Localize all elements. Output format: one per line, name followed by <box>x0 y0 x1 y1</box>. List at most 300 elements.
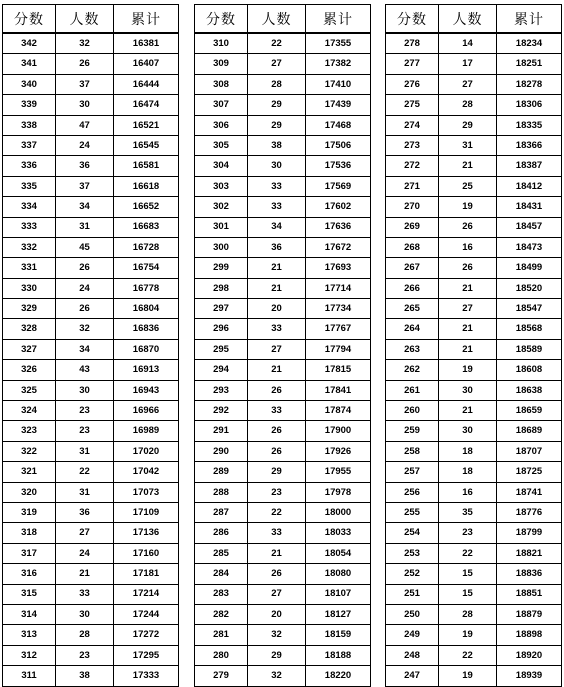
table-row <box>386 299 562 319</box>
table-row <box>386 54 562 74</box>
count-cell: 23 <box>56 645 114 665</box>
cumulative-cell: 17295 <box>114 645 179 665</box>
score-cell: 285 <box>195 543 248 563</box>
score-cell: 286 <box>195 523 248 543</box>
table-row <box>386 135 562 155</box>
count-cell: 15 <box>439 564 497 584</box>
count-cell: 33 <box>248 176 306 196</box>
count-cell: 24 <box>56 543 114 563</box>
count-cell: 31 <box>56 217 114 237</box>
table-row <box>195 380 371 400</box>
score-cell: 326 <box>3 360 56 380</box>
table-row <box>386 564 562 584</box>
table-row <box>3 319 179 339</box>
score-cell: 273 <box>386 135 439 155</box>
table-row <box>195 441 371 461</box>
table-row <box>386 74 562 94</box>
cumulative-cell: 18547 <box>497 299 562 319</box>
table-row <box>3 625 179 645</box>
count-cell: 27 <box>248 54 306 74</box>
count-cell: 30 <box>439 380 497 400</box>
table-row <box>3 441 179 461</box>
table-row <box>3 299 179 319</box>
count-cell: 27 <box>439 299 497 319</box>
cumulative-cell: 16521 <box>114 115 179 135</box>
count-cell: 17 <box>439 54 497 74</box>
score-cell: 291 <box>195 421 248 441</box>
table-row <box>3 278 179 298</box>
table-row <box>195 360 371 380</box>
cumulative-cell: 17815 <box>306 360 371 380</box>
table-row <box>3 176 179 196</box>
score-cell: 294 <box>195 360 248 380</box>
count-cell: 27 <box>439 74 497 94</box>
table-row <box>3 543 179 563</box>
table-row <box>3 237 179 257</box>
count-cell: 26 <box>248 564 306 584</box>
score-cell: 320 <box>3 482 56 502</box>
table-row <box>195 95 371 115</box>
count-cell: 47 <box>56 115 114 135</box>
table-row <box>195 339 371 359</box>
cumulative-cell: 18412 <box>497 176 562 196</box>
table-row <box>3 421 179 441</box>
score-cell: 328 <box>3 319 56 339</box>
table-row <box>195 156 371 176</box>
score-cell: 254 <box>386 523 439 543</box>
score-cell: 269 <box>386 217 439 237</box>
score-cell: 310 <box>195 33 248 54</box>
count-cell: 30 <box>56 604 114 624</box>
table-row <box>3 482 179 502</box>
header-row <box>386 5 562 34</box>
table-row <box>3 462 179 482</box>
score-cell: 264 <box>386 319 439 339</box>
count-cell: 31 <box>56 482 114 502</box>
score-cell: 277 <box>386 54 439 74</box>
table-row <box>386 604 562 624</box>
cumulative-cell: 17636 <box>306 217 371 237</box>
cumulative-cell: 17693 <box>306 258 371 278</box>
score-cell: 330 <box>3 278 56 298</box>
cumulative-cell: 18473 <box>497 237 562 257</box>
score-cell: 275 <box>386 95 439 115</box>
count-cell: 21 <box>439 339 497 359</box>
cumulative-cell: 16381 <box>114 33 179 54</box>
table-row <box>3 604 179 624</box>
score-cell: 252 <box>386 564 439 584</box>
score-header: 分数 <box>3 5 56 34</box>
cumulative-cell: 18879 <box>497 604 562 624</box>
score-cell: 262 <box>386 360 439 380</box>
cumulative-cell: 18939 <box>497 666 562 686</box>
table-row <box>195 421 371 441</box>
table-row <box>3 197 179 217</box>
cumulative-cell: 18741 <box>497 482 562 502</box>
count-cell: 30 <box>248 156 306 176</box>
score-cell: 250 <box>386 604 439 624</box>
cumulative-cell: 17900 <box>306 421 371 441</box>
score-cell: 327 <box>3 339 56 359</box>
score-cell: 306 <box>195 115 248 135</box>
score-cell: 298 <box>195 278 248 298</box>
cumulative-cell: 18033 <box>306 523 371 543</box>
cumulative-cell: 17333 <box>114 666 179 686</box>
count-cell: 21 <box>248 543 306 563</box>
table-row <box>195 54 371 74</box>
cumulative-cell: 18499 <box>497 258 562 278</box>
count-cell: 19 <box>439 197 497 217</box>
score-cell: 268 <box>386 237 439 257</box>
cumulative-cell: 17569 <box>306 176 371 196</box>
count-cell: 26 <box>248 421 306 441</box>
score-cell: 284 <box>195 564 248 584</box>
cumulative-cell: 17841 <box>306 380 371 400</box>
count-cell: 16 <box>439 237 497 257</box>
score-cell: 329 <box>3 299 56 319</box>
count-cell: 29 <box>248 115 306 135</box>
count-cell: 14 <box>439 33 497 54</box>
score-cell: 333 <box>3 217 56 237</box>
count-cell: 26 <box>56 299 114 319</box>
score-cell: 335 <box>3 176 56 196</box>
cumulative-cell: 17672 <box>306 237 371 257</box>
count-cell: 29 <box>248 95 306 115</box>
count-cell: 33 <box>248 197 306 217</box>
cumulative-cell: 17926 <box>306 441 371 461</box>
cumulative-cell: 17382 <box>306 54 371 74</box>
cumulative-cell: 17955 <box>306 462 371 482</box>
table-row <box>386 421 562 441</box>
cumulative-cell: 17794 <box>306 339 371 359</box>
score-cell: 340 <box>3 74 56 94</box>
score-cell: 248 <box>386 645 439 665</box>
cumulative-cell: 18520 <box>497 278 562 298</box>
score-cell: 337 <box>3 135 56 155</box>
table-row <box>3 258 179 278</box>
score-cell: 258 <box>386 441 439 461</box>
count-cell: 22 <box>439 543 497 563</box>
count-cell: 31 <box>439 135 497 155</box>
table-row <box>3 115 179 135</box>
table-row <box>3 645 179 665</box>
table-row <box>3 584 179 604</box>
score-cell: 301 <box>195 217 248 237</box>
count-cell: 21 <box>439 401 497 421</box>
score-cell: 309 <box>195 54 248 74</box>
count-cell: 32 <box>56 319 114 339</box>
cumulative-cell: 16407 <box>114 54 179 74</box>
count-cell: 26 <box>439 258 497 278</box>
table-row <box>386 666 562 686</box>
table-row <box>386 360 562 380</box>
table-row <box>195 502 371 522</box>
count-cell: 33 <box>248 401 306 421</box>
count-cell: 34 <box>56 197 114 217</box>
cumulative-cell: 16943 <box>114 380 179 400</box>
score-cell: 336 <box>3 156 56 176</box>
cumulative-cell: 16778 <box>114 278 179 298</box>
count-cell: 22 <box>56 462 114 482</box>
table-row <box>3 564 179 584</box>
score-cell: 259 <box>386 421 439 441</box>
cumulative-cell: 18278 <box>497 74 562 94</box>
cumulative-cell: 16836 <box>114 319 179 339</box>
table-row <box>195 564 371 584</box>
count-cell: 24 <box>56 135 114 155</box>
cumulative-cell: 18776 <box>497 502 562 522</box>
score-cell: 297 <box>195 299 248 319</box>
score-cell: 317 <box>3 543 56 563</box>
table-row <box>386 523 562 543</box>
count-cell: 29 <box>439 115 497 135</box>
table-row <box>3 217 179 237</box>
table-row <box>3 360 179 380</box>
score-cell: 323 <box>3 421 56 441</box>
cumulative-cell: 16870 <box>114 339 179 359</box>
score-cell: 267 <box>386 258 439 278</box>
cumulative-cell: 17602 <box>306 197 371 217</box>
cumulative-cell: 18659 <box>497 401 562 421</box>
table-row <box>386 584 562 604</box>
count-cell: 26 <box>56 258 114 278</box>
count-cell: 38 <box>56 666 114 686</box>
count-cell: 20 <box>248 299 306 319</box>
cumulative-cell: 16618 <box>114 176 179 196</box>
cumulative-cell: 18234 <box>497 33 562 54</box>
score-cell: 260 <box>386 401 439 421</box>
cumulative-cell: 17272 <box>114 625 179 645</box>
score-cell: 247 <box>386 666 439 686</box>
table-row <box>3 339 179 359</box>
cumulative-cell: 17978 <box>306 482 371 502</box>
count-cell: 28 <box>439 604 497 624</box>
cumulative-cell: 18080 <box>306 564 371 584</box>
table-row <box>195 645 371 665</box>
cumulative-cell: 18725 <box>497 462 562 482</box>
table-row <box>195 197 371 217</box>
cumulative-cell: 18366 <box>497 135 562 155</box>
table-row <box>3 95 179 115</box>
score-cell: 324 <box>3 401 56 421</box>
cumulative-cell: 18188 <box>306 645 371 665</box>
cumulative-cell: 17506 <box>306 135 371 155</box>
table-row <box>386 543 562 563</box>
score-cell: 325 <box>3 380 56 400</box>
count-cell: 23 <box>439 523 497 543</box>
cumulative-cell: 18220 <box>306 666 371 686</box>
cumulative-cell: 16989 <box>114 421 179 441</box>
table-row <box>386 95 562 115</box>
count-cell: 26 <box>439 217 497 237</box>
table-row <box>3 502 179 522</box>
score-cell: 255 <box>386 502 439 522</box>
table-row <box>195 278 371 298</box>
score-cell: 332 <box>3 237 56 257</box>
cumulative-cell: 18000 <box>306 502 371 522</box>
cumulative-cell: 17160 <box>114 543 179 563</box>
count-cell: 25 <box>439 176 497 196</box>
cumulative-cell: 18821 <box>497 543 562 563</box>
score-cell: 261 <box>386 380 439 400</box>
cumulative-cell: 17767 <box>306 319 371 339</box>
score-cell: 288 <box>195 482 248 502</box>
score-cell: 281 <box>195 625 248 645</box>
score-cell: 270 <box>386 197 439 217</box>
cumulative-cell: 18457 <box>497 217 562 237</box>
count-cell: 21 <box>56 564 114 584</box>
cumulative-cell: 17410 <box>306 74 371 94</box>
count-cell: 19 <box>439 360 497 380</box>
cumulative-cell: 17214 <box>114 584 179 604</box>
table-row <box>3 156 179 176</box>
count-cell: 27 <box>248 339 306 359</box>
count-cell: 23 <box>56 421 114 441</box>
score-cell: 341 <box>3 54 56 74</box>
count-header: 人数 <box>56 5 114 34</box>
cumulative-cell: 17439 <box>306 95 371 115</box>
score-cell: 302 <box>195 197 248 217</box>
score-cell: 296 <box>195 319 248 339</box>
cumulative-header: 累计 <box>306 5 371 34</box>
cumulative-cell: 17536 <box>306 156 371 176</box>
cumulative-cell: 16913 <box>114 360 179 380</box>
count-cell: 37 <box>56 176 114 196</box>
score-cell: 319 <box>3 502 56 522</box>
table-row <box>386 176 562 196</box>
score-cell: 311 <box>3 666 56 686</box>
table-row <box>386 339 562 359</box>
table-row <box>195 666 371 686</box>
count-cell: 21 <box>439 278 497 298</box>
score-cell: 342 <box>3 33 56 54</box>
table-row <box>195 319 371 339</box>
table-row <box>3 135 179 155</box>
cumulative-cell: 17714 <box>306 278 371 298</box>
table-row <box>386 482 562 502</box>
count-cell: 32 <box>248 625 306 645</box>
cumulative-cell: 18689 <box>497 421 562 441</box>
score-cell: 293 <box>195 380 248 400</box>
table-row <box>386 115 562 135</box>
cumulative-cell: 17109 <box>114 502 179 522</box>
score-table-1 <box>2 4 179 687</box>
score-cell: 289 <box>195 462 248 482</box>
count-cell: 29 <box>248 462 306 482</box>
count-cell: 21 <box>439 156 497 176</box>
count-cell: 28 <box>56 625 114 645</box>
cumulative-cell: 18054 <box>306 543 371 563</box>
cumulative-cell: 16966 <box>114 401 179 421</box>
cumulative-cell: 18127 <box>306 604 371 624</box>
score-cell: 265 <box>386 299 439 319</box>
count-cell: 45 <box>56 237 114 257</box>
score-cell: 308 <box>195 74 248 94</box>
table-row <box>386 625 562 645</box>
table-row <box>195 482 371 502</box>
cumulative-cell: 18589 <box>497 339 562 359</box>
count-cell: 34 <box>56 339 114 359</box>
count-cell: 36 <box>56 156 114 176</box>
cumulative-cell: 18306 <box>497 95 562 115</box>
score-cell: 272 <box>386 156 439 176</box>
score-cell: 271 <box>386 176 439 196</box>
table-row <box>195 462 371 482</box>
cumulative-cell: 18159 <box>306 625 371 645</box>
score-cell: 300 <box>195 237 248 257</box>
count-cell: 32 <box>56 33 114 54</box>
count-cell: 34 <box>248 217 306 237</box>
count-cell: 29 <box>248 645 306 665</box>
count-cell: 33 <box>248 319 306 339</box>
score-cell: 263 <box>386 339 439 359</box>
count-cell: 18 <box>439 441 497 461</box>
score-cell: 280 <box>195 645 248 665</box>
cumulative-cell: 17181 <box>114 564 179 584</box>
cumulative-cell: 17073 <box>114 482 179 502</box>
count-header: 人数 <box>248 5 306 34</box>
count-cell: 15 <box>439 584 497 604</box>
score-cell: 257 <box>386 462 439 482</box>
score-cell: 334 <box>3 197 56 217</box>
cumulative-cell: 16545 <box>114 135 179 155</box>
cumulative-cell: 18608 <box>497 360 562 380</box>
score-cell: 338 <box>3 115 56 135</box>
table-row <box>3 33 179 54</box>
score-cell: 305 <box>195 135 248 155</box>
cumulative-cell: 18799 <box>497 523 562 543</box>
score-cell: 313 <box>3 625 56 645</box>
score-cell: 253 <box>386 543 439 563</box>
cumulative-cell: 18107 <box>306 584 371 604</box>
count-cell: 36 <box>56 502 114 522</box>
count-cell: 20 <box>248 604 306 624</box>
count-cell: 28 <box>248 74 306 94</box>
score-cell: 290 <box>195 441 248 461</box>
table-row <box>386 278 562 298</box>
cumulative-cell: 18638 <box>497 380 562 400</box>
table-row <box>386 197 562 217</box>
table-row <box>195 176 371 196</box>
cumulative-cell: 16474 <box>114 95 179 115</box>
table-row <box>195 604 371 624</box>
cumulative-cell: 18836 <box>497 564 562 584</box>
cumulative-cell: 17136 <box>114 523 179 543</box>
score-cell: 318 <box>3 523 56 543</box>
score-cell: 256 <box>386 482 439 502</box>
table-row <box>386 217 562 237</box>
count-cell: 18 <box>439 462 497 482</box>
cumulative-cell: 18431 <box>497 197 562 217</box>
cumulative-cell: 16652 <box>114 197 179 217</box>
count-cell: 27 <box>248 584 306 604</box>
count-cell: 32 <box>248 666 306 686</box>
count-cell: 27 <box>56 523 114 543</box>
score-cell: 322 <box>3 441 56 461</box>
table-row <box>195 115 371 135</box>
count-cell: 21 <box>439 319 497 339</box>
score-cell: 287 <box>195 502 248 522</box>
score-cell: 276 <box>386 74 439 94</box>
table-row <box>195 584 371 604</box>
cumulative-cell: 18707 <box>497 441 562 461</box>
table-row <box>195 74 371 94</box>
table-row <box>386 237 562 257</box>
table-row <box>386 33 562 54</box>
table-row <box>386 156 562 176</box>
table-row <box>386 462 562 482</box>
count-cell: 30 <box>56 380 114 400</box>
